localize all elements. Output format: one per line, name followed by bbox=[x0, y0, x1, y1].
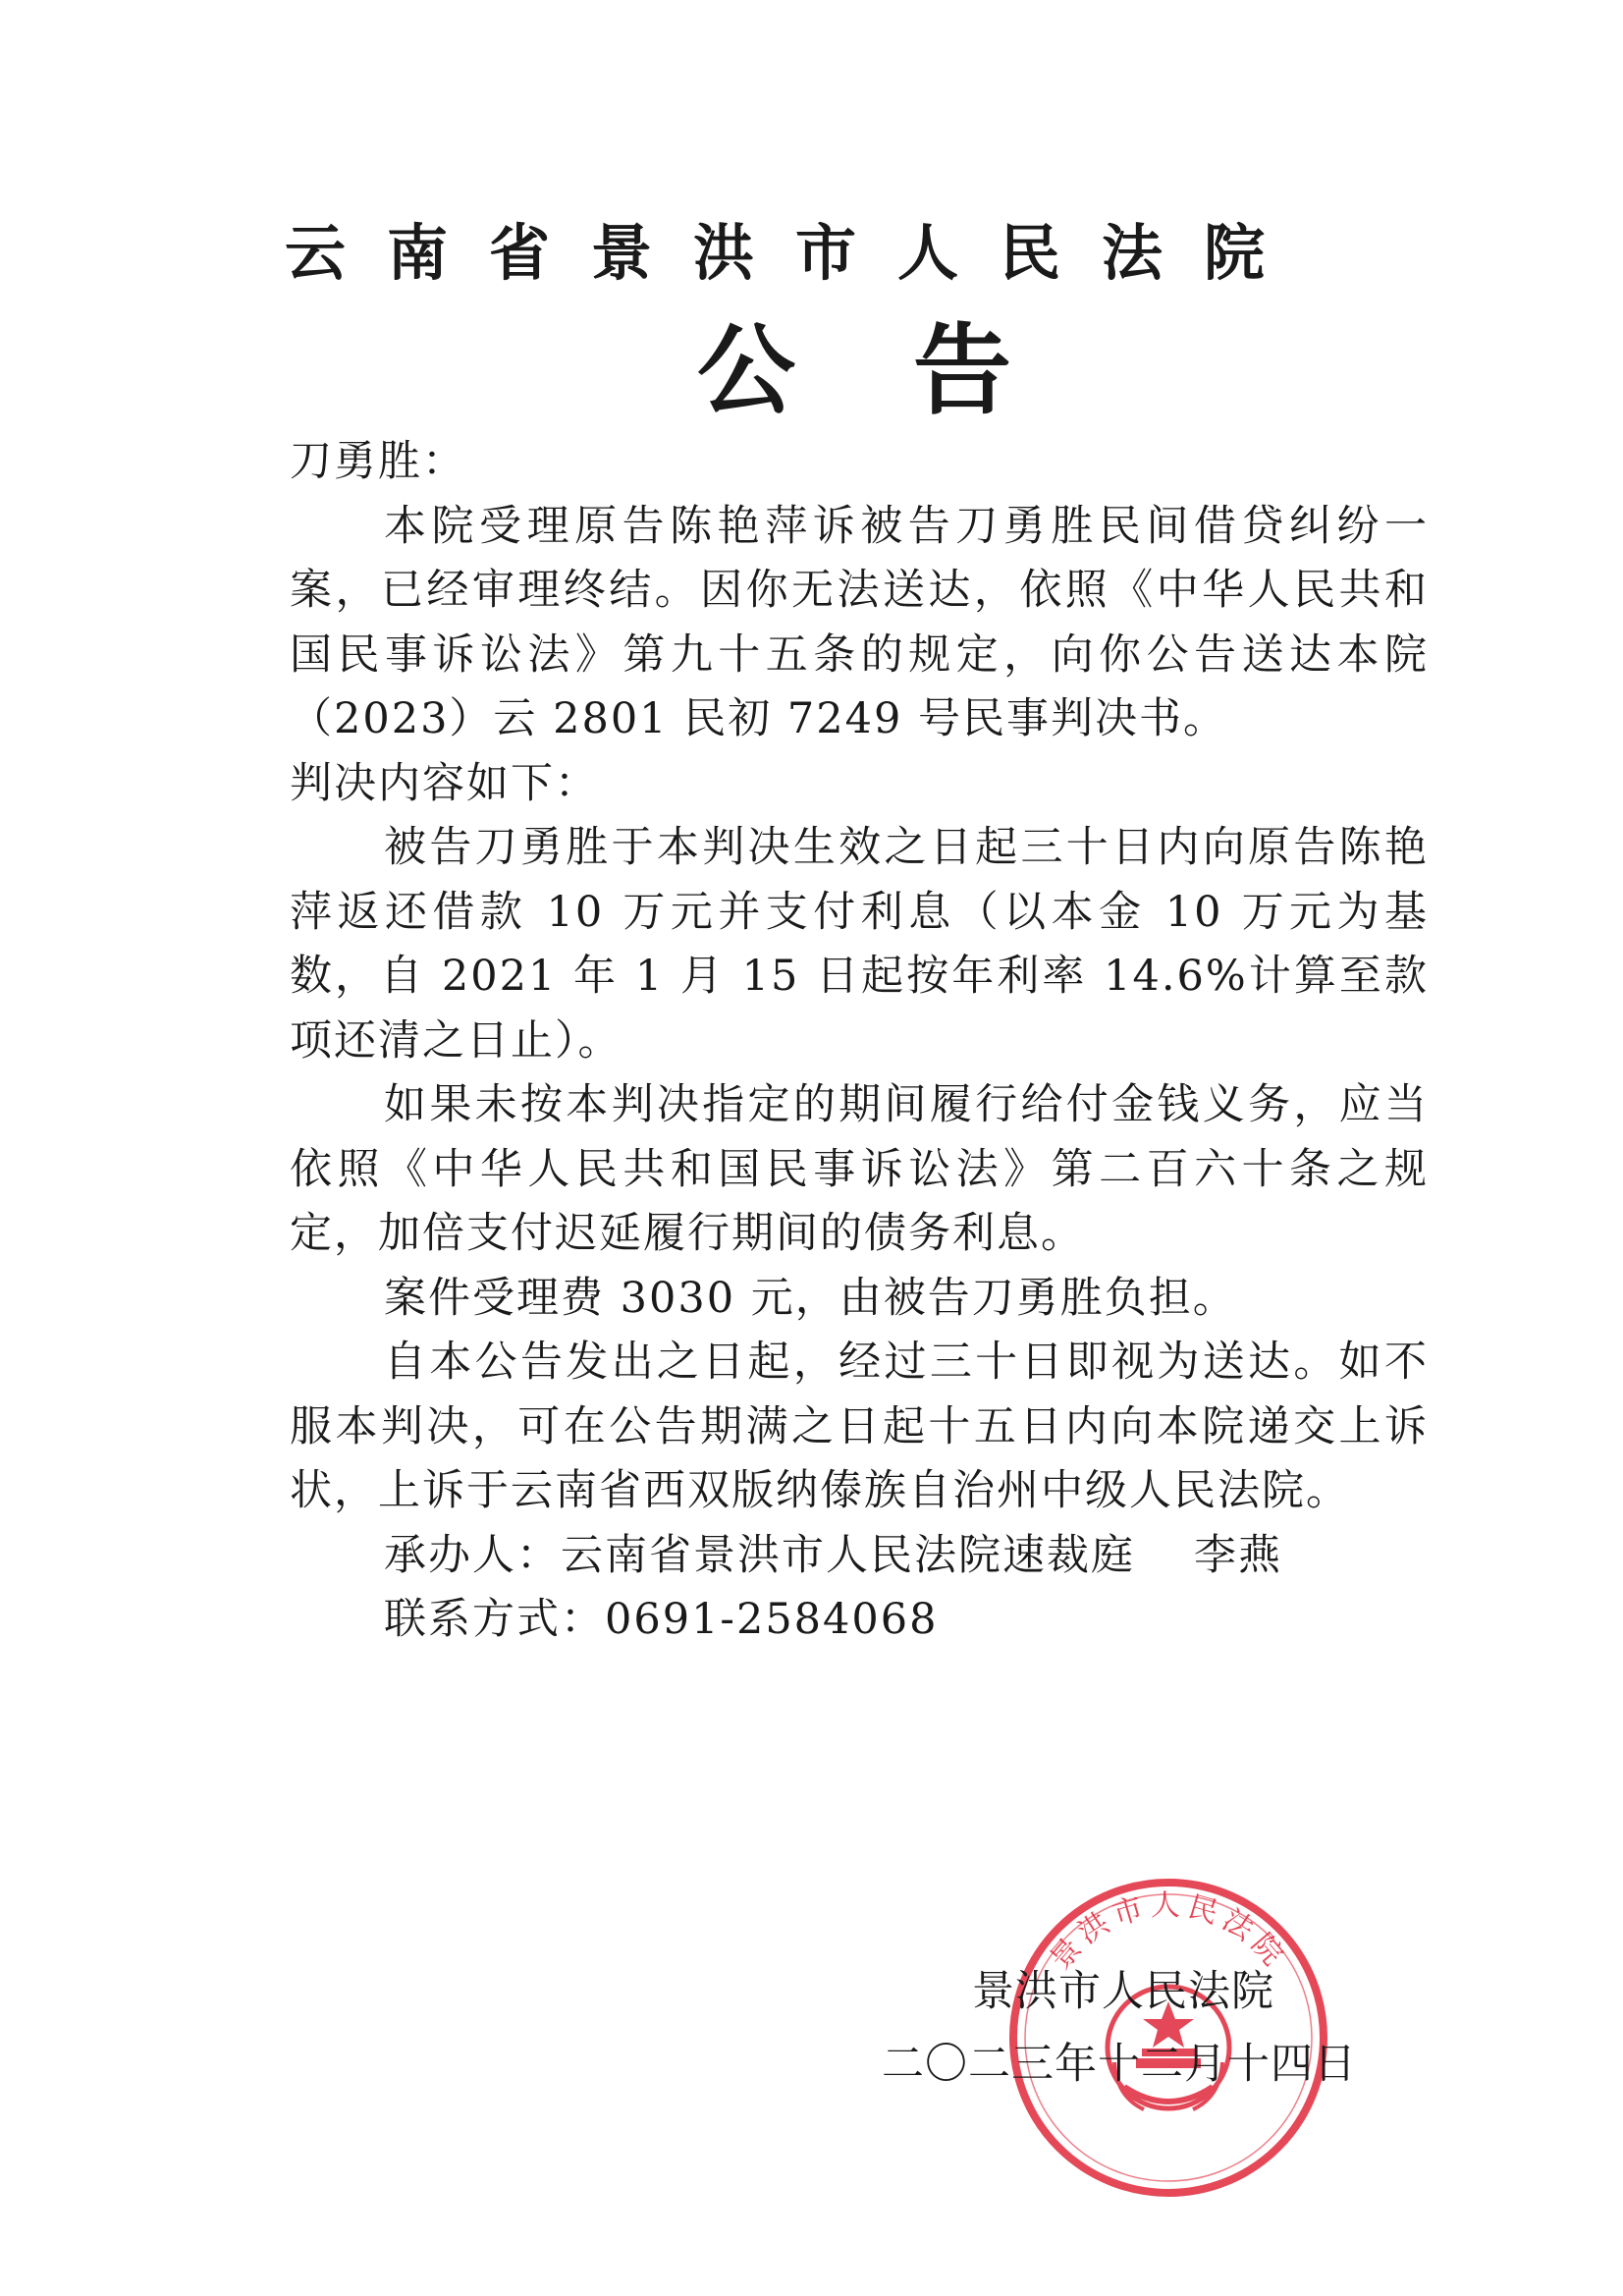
paragraph-judgment-intro: 判决内容如下： bbox=[290, 758, 599, 808]
seal-outer-text: 景洪市人民法院 bbox=[1043, 1888, 1294, 1977]
notice-body bbox=[290, 430, 1429, 1653]
paragraph-judgment-content: 被告刀勇胜于本判决生效之日起三十日内向原告陈艳萍返还借款 10 万元并支付利息（以本金 10 万元为基数，自 2021 年 1 月 15 日起按年利率 14.6%计算至款项还清之日止）。 bbox=[290, 823, 1429, 1066]
paragraph-late-performance: 如果未按本判决指定的期间履行给付金钱义务，应当依照《中华人民共和国民事诉讼法》第二百六十条之规定，加倍支付迟延履行期间的债务利息。 bbox=[290, 1080, 1429, 1258]
paragraph-court-fee: 案件受理费 3030 元，由被告刀勇胜负担。 bbox=[384, 1273, 1237, 1323]
handler-line bbox=[290, 1524, 1429, 1589]
addressee: 刀勇胜： bbox=[290, 437, 466, 486]
contact-line: 联系方式：0691-2584068 bbox=[384, 1595, 939, 1644]
paragraph-appeal: 自本公告发出之日起，经过三十日即视为送达。如不服本判决，可在公告期满之日起十五日内向本院递交上诉状，上诉于云南省西双版纳傣族自治州中级人民法院。 bbox=[290, 1338, 1429, 1515]
paragraph-service: 本院受理原告陈艳萍诉被告刀勇胜民间借贷纠纷一案，已经审理终结。因你无法送达，依照《中华人民共和国民事诉讼法》第九十五条的规定，向你公告送达本院（2023）云 2801 民初 7249 号民事判决书。 bbox=[290, 501, 1429, 743]
notice-title: 公告 bbox=[697, 313, 1129, 428]
handler-unit: 承办人：云南省景洪市人民法院速裁庭 bbox=[384, 1530, 1135, 1580]
signature-court: 景洪市人民法院 bbox=[972, 1967, 1274, 2016]
court-name-heading: 云南省景洪市人民法院 bbox=[285, 217, 1307, 289]
handler-name: 李燕 bbox=[1194, 1530, 1282, 1580]
signature-date: 二〇二三年十二月十四日 bbox=[882, 2040, 1357, 2089]
